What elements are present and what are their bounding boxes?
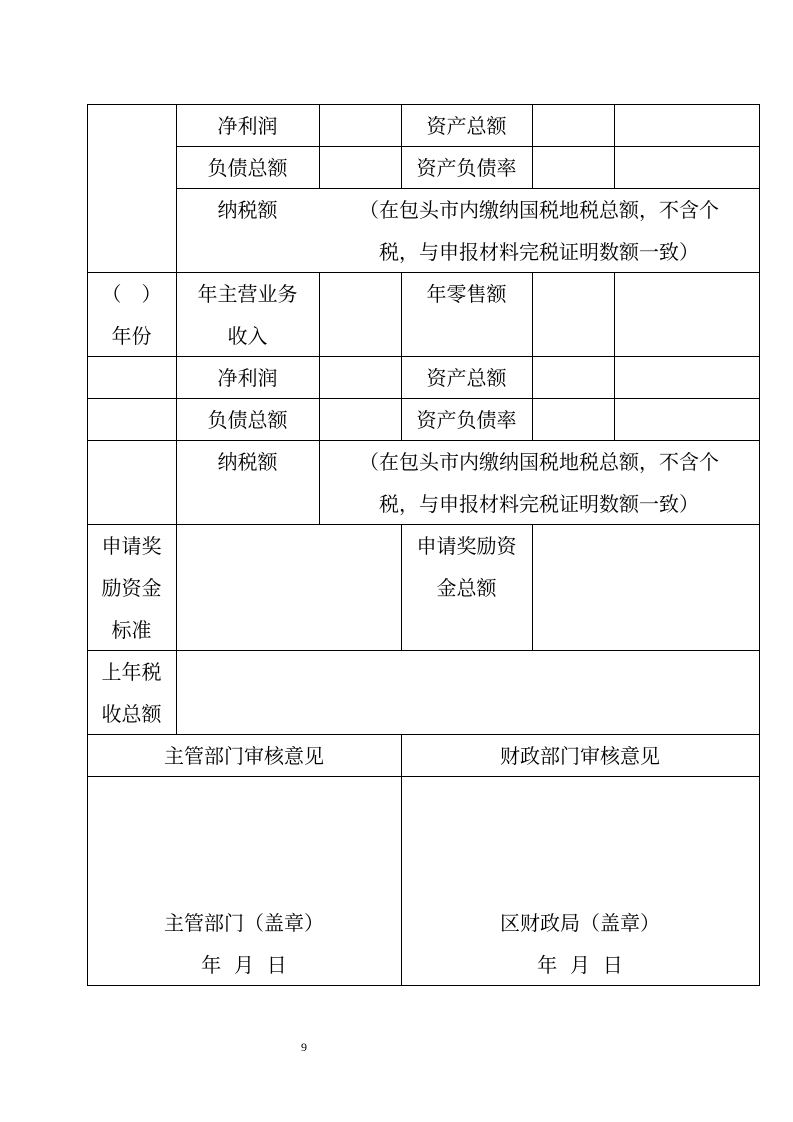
year-label-line1: （ ） xyxy=(101,282,162,306)
net-profit-label: 净利润 xyxy=(217,366,278,390)
supervisor-seal: 主管部门（盖章） xyxy=(164,911,324,935)
apply-total-line1: 申请奖励资 xyxy=(416,534,517,558)
finance-date: 年 月 日 xyxy=(537,953,623,977)
total-assets-label: 资产总额 xyxy=(426,114,507,138)
supervisor-opinion-heading: 主管部门审核意见 xyxy=(164,744,324,768)
total-liabilities-label: 负债总额 xyxy=(207,156,288,180)
finance-opinion-heading: 财政部门审核意见 xyxy=(500,744,660,768)
main-income-line2: 收入 xyxy=(227,324,268,348)
last-year-tax-line1: 上年税 xyxy=(101,660,162,684)
year-label-line2: 年份 xyxy=(111,324,152,348)
total-assets-label: 资产总额 xyxy=(426,366,507,390)
tax-paid-label: 纳税额 xyxy=(217,198,278,222)
tax-note-line2: 税，与申报材料完税证明数额一致） xyxy=(379,492,699,516)
apply-standard-line1: 申请奖 xyxy=(101,534,162,558)
last-year-tax-line2: 收总额 xyxy=(101,702,162,726)
tax-note xyxy=(319,189,759,273)
total-liabilities-label: 负债总额 xyxy=(207,408,288,432)
table-rule xyxy=(319,104,320,188)
last-year-tax-label xyxy=(87,651,176,735)
main-income-label xyxy=(176,273,319,357)
table-rule xyxy=(532,524,533,650)
supervisor-date: 年 月 日 xyxy=(201,953,287,977)
tax-note-line1: （在包头市内缴纳国税地税总额，不含个 xyxy=(359,198,719,222)
apply-total-line2: 金总额 xyxy=(436,576,497,600)
apply-total-label xyxy=(401,525,532,609)
net-profit-label: 净利润 xyxy=(217,114,278,138)
apply-standard-label xyxy=(87,525,176,651)
debt-ratio-label: 资产负债率 xyxy=(416,156,517,180)
apply-standard-line3: 标准 xyxy=(111,618,152,642)
tax-paid-label: 纳税额 xyxy=(217,450,278,474)
table-rule xyxy=(759,104,760,986)
table-rule xyxy=(532,272,533,440)
table-rule xyxy=(532,104,533,188)
tax-note xyxy=(319,441,759,525)
debt-ratio-label: 资产负债率 xyxy=(416,408,517,432)
table-rule xyxy=(87,650,760,651)
finance-seal: 区财政局（盖章） xyxy=(500,911,660,935)
year-label xyxy=(87,273,176,357)
page-number: 9 xyxy=(301,1040,307,1054)
tax-note-line2: 税，与申报材料完税证明数额一致） xyxy=(379,240,699,264)
apply-standard-line2: 励资金 xyxy=(101,576,162,600)
table-rule xyxy=(614,272,615,440)
tax-note-line1: （在包头市内缴纳国税地税总额，不含个 xyxy=(359,450,719,474)
retail-total-label: 年零售额 xyxy=(426,282,507,306)
table-rule xyxy=(614,104,615,188)
main-income-line1: 年主营业务 xyxy=(197,282,298,306)
